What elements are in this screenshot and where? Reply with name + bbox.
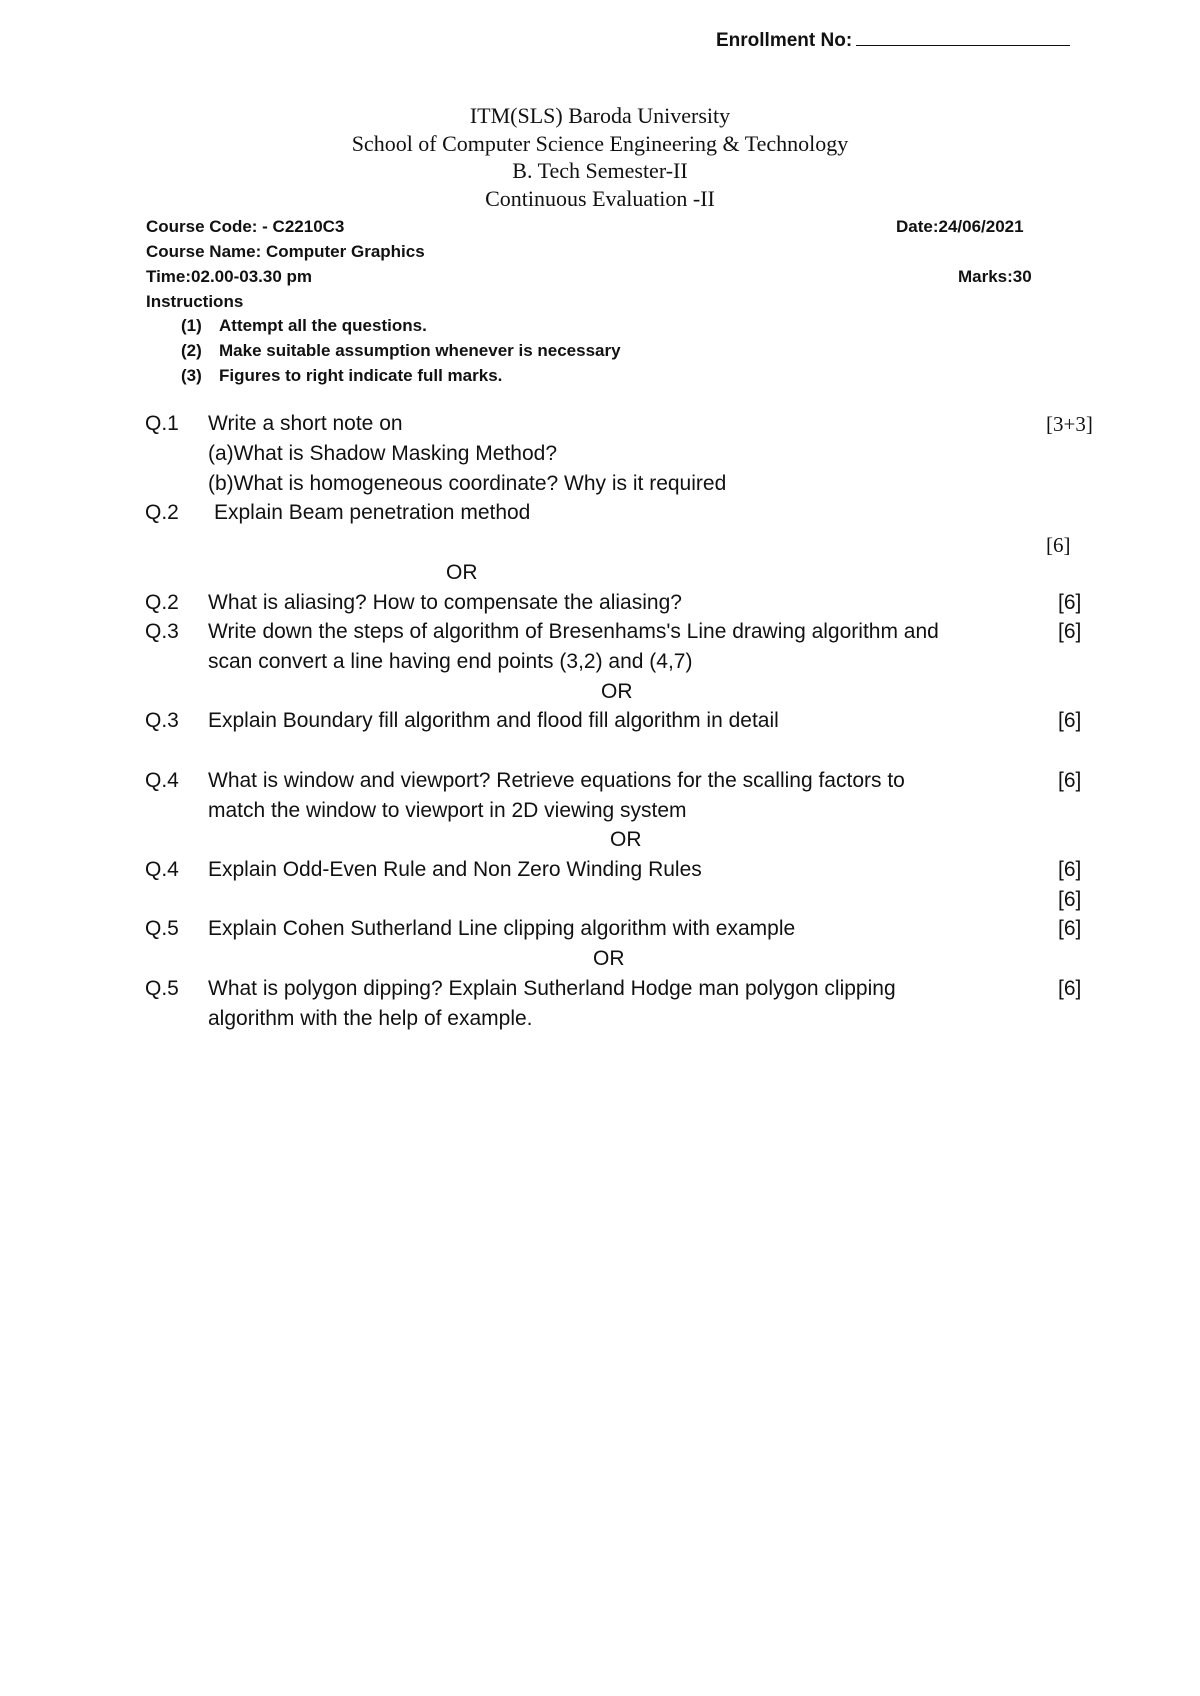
instructions-title: Instructions <box>146 292 244 311</box>
question-marks: [6] <box>1058 888 1082 911</box>
question-text: What is polygon dipping? Explain Sutherland Hodge man polygon clipping <box>208 977 896 1000</box>
or-separator: OR <box>601 680 633 703</box>
course-name: Course Name: Computer Graphics <box>146 242 425 261</box>
school-name: School of Computer Science Engineering & Technology <box>351 130 849 156</box>
question-marks: [6] <box>1058 769 1082 792</box>
instruction-number: (1) <box>181 316 202 335</box>
question-number: Q.3 <box>145 709 179 732</box>
instruction-number: (3) <box>181 366 202 385</box>
or-separator: OR <box>593 947 625 970</box>
exam-marks: Marks:30 <box>958 267 1032 286</box>
question-text: Explain Beam penetration method <box>214 501 531 524</box>
exam-header <box>0 102 1200 212</box>
instruction-item <box>181 366 502 386</box>
exam-name: Continuous Evaluation -II <box>485 185 715 211</box>
question-number: Q.2 <box>145 501 179 524</box>
question-marks: [6] <box>1058 709 1082 732</box>
question-text: Explain Cohen Sutherland Line clipping algorithm with example <box>208 917 796 940</box>
question-number: Q.5 <box>145 977 179 1000</box>
question-marks: [6] <box>1058 591 1082 614</box>
question-text: Explain Odd-Even Rule and Non Zero Winding Rules <box>208 858 702 881</box>
instruction-item <box>181 341 621 361</box>
question-text-continued: algorithm with the help of example. <box>208 1007 533 1030</box>
university-name: ITM(SLS) Baroda University <box>469 103 731 128</box>
question-marks: [6] <box>1058 858 1082 881</box>
question-number: Q.3 <box>145 620 179 643</box>
question-marks: [6] <box>1058 917 1082 940</box>
or-separator: OR <box>610 828 642 851</box>
question-text: What is aliasing? How to compensate the aliasing? <box>208 591 682 614</box>
course-code: Course Code: - C2210C3 <box>146 217 345 236</box>
instruction-text: Figures to right indicate full marks. <box>219 366 503 385</box>
exam-time: Time:02.00-03.30 pm <box>146 267 312 286</box>
question-subpart: (b)What is homogeneous coordinate? Why is it required <box>208 472 727 495</box>
question-marks: [6] <box>1058 977 1082 1000</box>
question-subpart: (a)What is Shadow Masking Method? <box>208 442 557 465</box>
question-marks: [6] <box>1058 620 1082 643</box>
instruction-item <box>181 316 427 336</box>
program-name: B. Tech Semester-II <box>512 158 688 183</box>
question-text-continued: match the window to viewport in 2D viewing system <box>208 799 687 822</box>
exam-date: Date:24/06/2021 <box>896 217 1024 236</box>
question-text-continued: scan convert a line having end points (3,2) and (4,7) <box>208 650 693 673</box>
question-number: Q.1 <box>145 412 179 435</box>
question-text: What is window and viewport? Retrieve equations for the scalling factors to <box>208 769 905 792</box>
question-number: Q.2 <box>145 591 179 614</box>
question-text: Explain Boundary fill algorithm and flood fill algorithm in detail <box>208 709 779 732</box>
question-marks: [6] <box>1046 533 1071 557</box>
or-separator: OR <box>446 561 478 584</box>
question-text: Write down the steps of algorithm of Bresenhams's Line drawing algorithm and <box>208 620 939 643</box>
enrollment-field <box>716 30 1070 52</box>
question-number: Q.5 <box>145 917 179 940</box>
instruction-text: Make suitable assumption whenever is necessary <box>219 341 621 360</box>
enrollment-blank-line <box>856 31 1070 46</box>
question-number: Q.4 <box>145 858 179 881</box>
question-text: Write a short note on <box>208 412 403 435</box>
instruction-number: (2) <box>181 341 202 360</box>
enrollment-label: Enrollment No: <box>716 30 853 51</box>
instruction-text: Attempt all the questions. <box>219 316 427 335</box>
question-number: Q.4 <box>145 769 179 792</box>
question-marks: [3+3] <box>1046 412 1093 436</box>
